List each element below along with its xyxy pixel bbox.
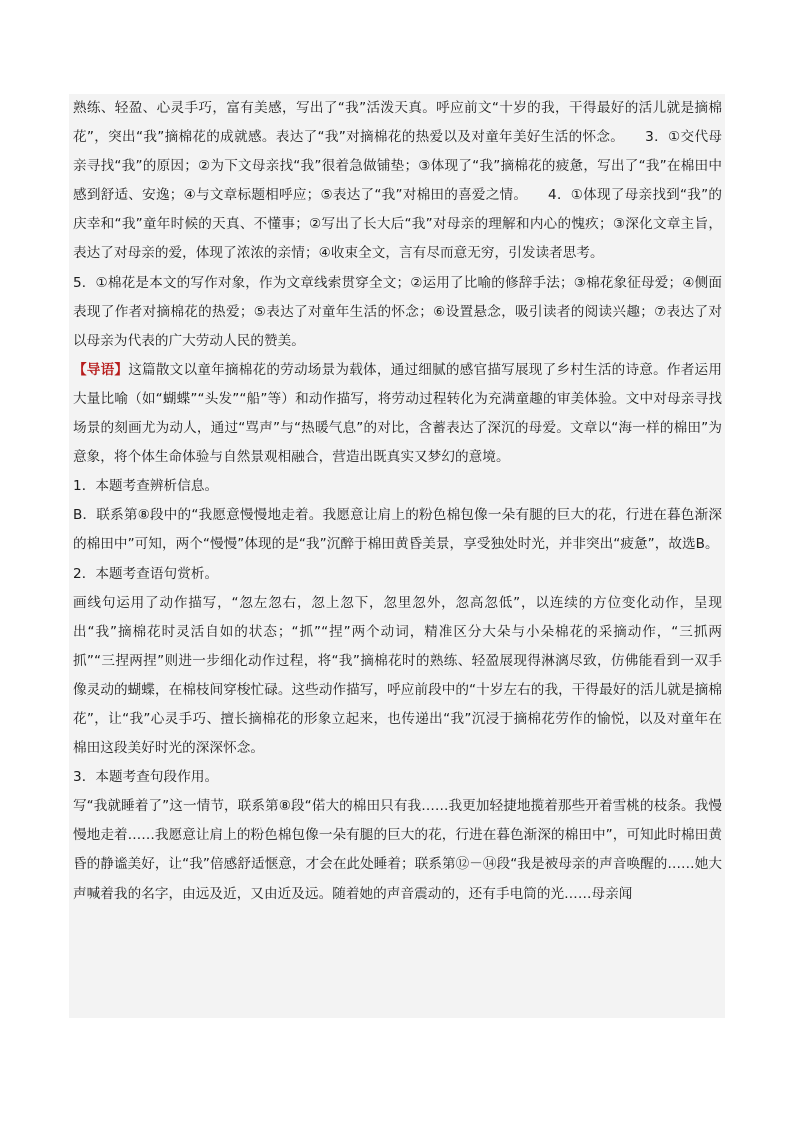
answer-content-block	[69, 94, 725, 1018]
guide-tag: 【导语】	[73, 361, 129, 378]
q2-heading: 2．本题考查语句赏析。	[73, 565, 219, 582]
q2-explanation: 画线句运用了动作描写，“忽左忽右，忽上忽下，忽里忽外，忽高忽低”，以连续的方位变化动作，呈现出“我”摘棉花时灵活自如的状态；“抓”“捏”两个动词，精准区分大朵与小朵棉花的采摘动作，“三抓两抓”“三捏两捏”则进一步细化动作过程，将“我”摘棉花时的熟练、轻盈展现得淋漓尽致，仿佛能看到一双手像灵动的蝴蝶，在棉枝间穿梭忙碌。这些动作描写，呼应前段中的“十岁左右的我，干得最好的活儿就是摘棉花”，让“我”心灵手巧、擅长摘棉花的形象立起来，也传递出“我”沉浸于摘棉花劳作的愉悦，以及对童年在棉田这段美好时光的深深怀念。	[73, 594, 722, 757]
guide-text: 这篇散文以童年摘棉花的劳动场景为载体，通过细腻的感官描写展现了乡村生活的诗意。作者运用大量比喻（如“蝴蝶”“头发”“船”等）和动作描写，将劳动过程转化为充满童趣的审美体验。文中对母亲寻找场景的刻画尤为动人，通过“骂声”与“热暖气息”的对比，含蓄表达了深沉的母爱。文章以“海一样的棉田”为意象，将个体生命体验与自然景观相融合，营造出既真实又梦幻的意境。	[73, 361, 722, 466]
q3-heading: 3．本题考查句段作用。	[73, 769, 219, 786]
q1-explanation: B．联系第⑧段中的“我愿意慢慢地走着。我愿意让肩上的粉色棉包像一朵有腿的巨大的花，行进在暮色渐深的棉田中”可知，两个“慢慢”体现的是“我”沉醉于棉田黄昏美景，享受独处时光，并非突出“疲惫”，故选B。	[73, 507, 722, 553]
answer-paragraph-5: 5．①棉花是本文的写作对象，作为文章线索贯穿全文；②运用了比喻的修辞手法；③棉花象征母爱；④侧面表现了作者对摘棉花的热爱；⑤表达了对童年生活的怀念；⑥设置悬念，吸引读者的阅读兴趣；⑦表达了对以母亲为代表的广大劳动人民的赞美。	[73, 274, 722, 349]
q1-heading: 1．本题考查辨析信息。	[73, 478, 219, 495]
answer-paragraph-1: 熟练、轻盈、心灵手巧，富有美感，写出了“我”活泼天真。呼应前文“十岁的我，干得最好的活儿就是摘棉花”，突出“我”摘棉花的成就感。表达了“我”对摘棉花的热爱以及对童年美好生活的怀念。 3．①交代母亲寻找“我”的原因；②为下文母亲找“我”很着急做铺垫；③体现了“我”摘棉花的疲惫，写出了“我”在棉田中感到舒适、安逸；④与文章标题相呼应；⑤表达了“我”对棉田的喜爱之情。 4．①体现了母亲找到“我”的庆幸和“我”童年时候的天真、不懂事；②写出了长大后“我”对母亲的理解和内心的愧疚；③深化文章主旨，表达了对母亲的爱，体现了浓浓的亲情；④收束全文，言有尽而意无穷，引发读者思考。	[73, 100, 722, 262]
q3-explanation: 写“我就睡着了”这一情节，联系第⑧段“偌大的棉田只有我……我更加轻捷地揽着那些开着雪桃的枝条。我慢慢地走着……我愿意让肩上的粉色棉包像一朵有腿的巨大的花，行进在暮色渐深的棉田中”，可知此时棉田黄昏的静谧美好，让“我”倍感舒适惬意，才会在此处睡着；联系第⑫－⑭段“我是被母亲的声音唤醒的……她大声喊着我的名字，由远及近，又由近及远。随着她的声音震动的，还有手电筒的光……母亲闻	[73, 798, 722, 902]
guide-paragraph	[73, 356, 722, 472]
